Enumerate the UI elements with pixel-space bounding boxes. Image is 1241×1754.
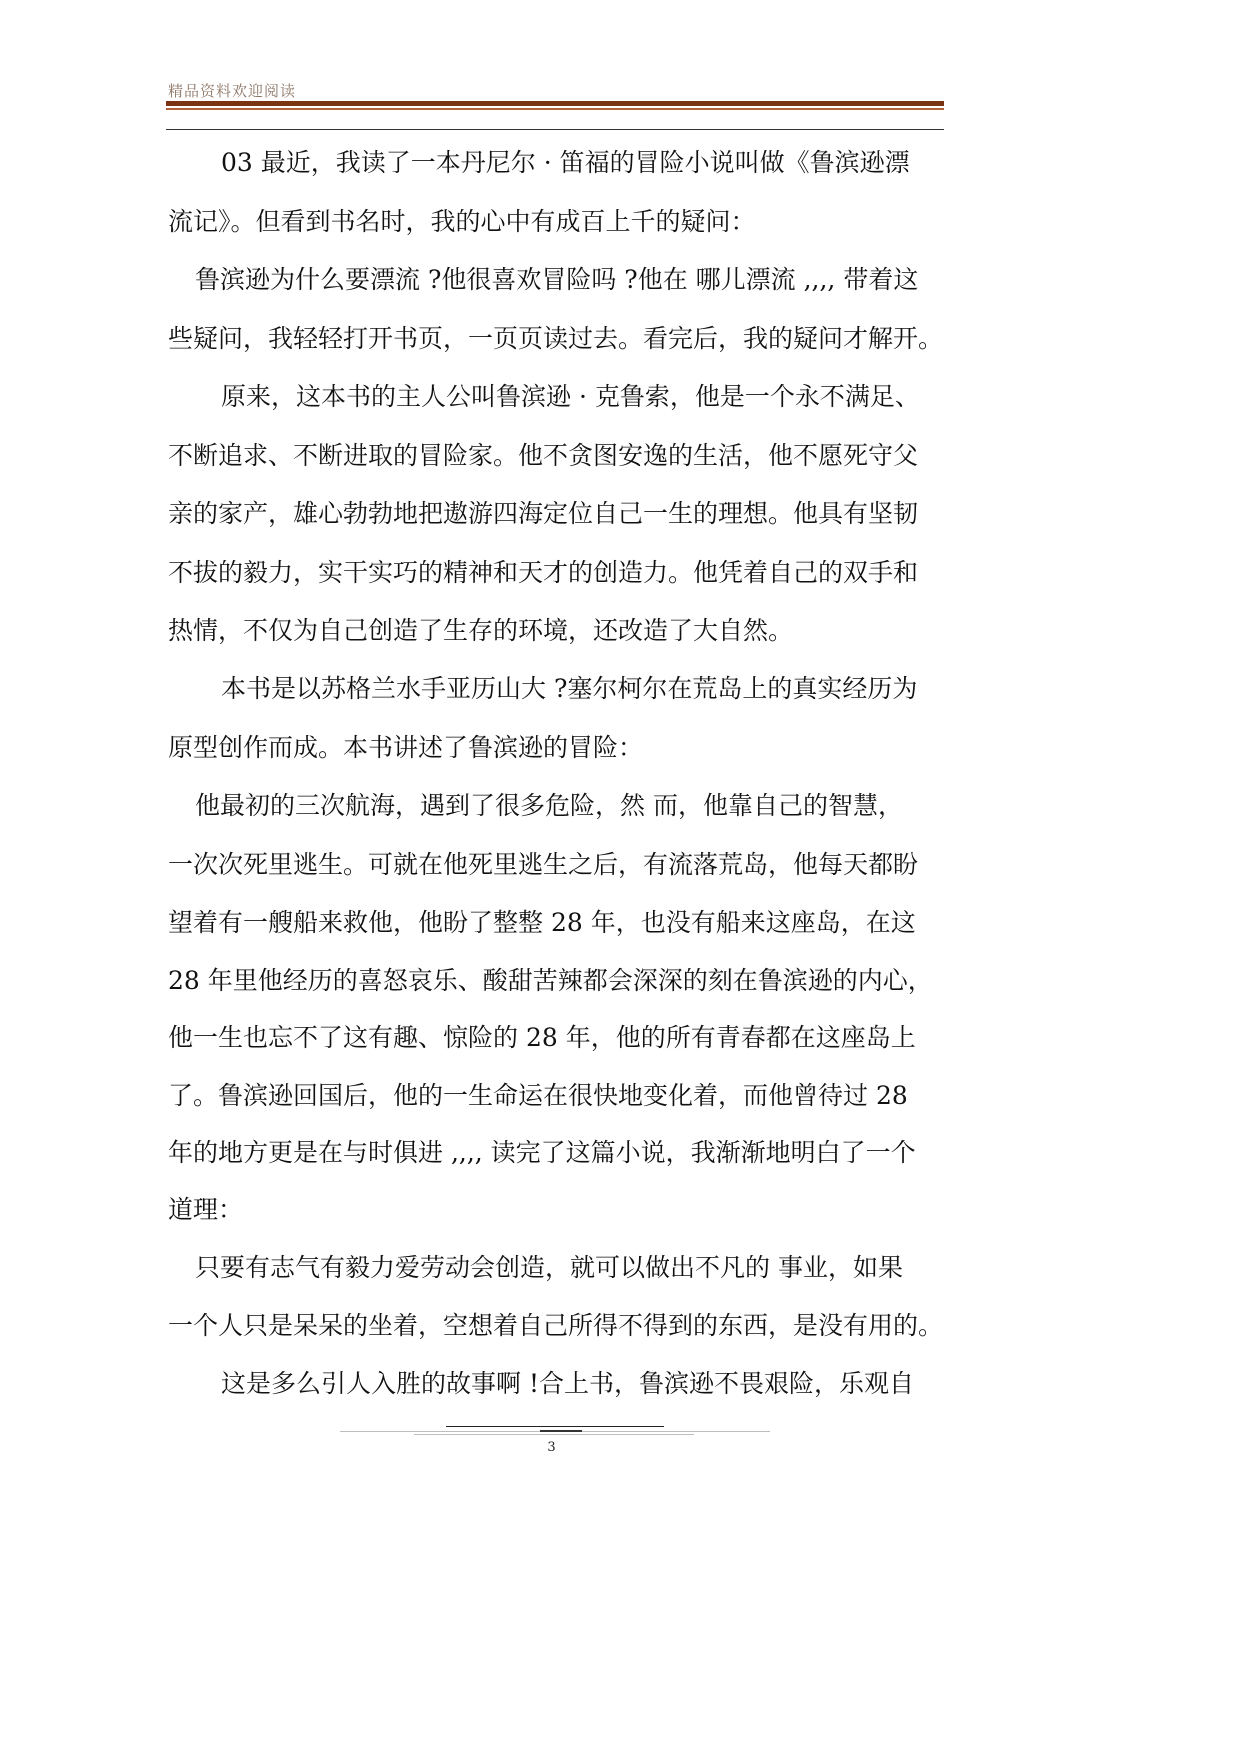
page-number: 3	[547, 1440, 556, 1455]
text-line: 他一生也忘不了这有趣、惊险的 28 年，他的所有青春都在这座岛上	[168, 1023, 916, 1052]
text-line: 流记》。但看到书名时，我的心中有成百上千的疑问：	[168, 207, 756, 236]
text-line: 道理：	[168, 1195, 244, 1224]
text-line: 亲的家产，雄心勃勃地把遨游四海定位自己一生的理想。他具有坚韧	[168, 499, 919, 528]
text-line: 热情，不仅为自己创造了生存的环境，还改造了大自然。	[168, 616, 794, 645]
header-rule-thick	[166, 101, 944, 106]
text-line: 他最初的三次航海，遇到了很多危险，然 而，他靠自己的智慧，	[195, 791, 903, 820]
text-line: 年的地方更是在与时俱进 ,,,, 读完了这篇小说，我渐渐地明白了一个	[168, 1138, 916, 1167]
text-line: 这是多么引人入胜的故事啊 !合上书，鲁滨逊不畏艰险，乐观自	[221, 1369, 914, 1398]
header-rule-accent	[166, 108, 944, 110]
text-line: 本书是以苏格兰水手亚历山大 ?塞尔柯尔在荒岛上的真实经历为	[221, 674, 918, 703]
text-line: 不断追求、不断进取的冒险家。他不贪图安逸的生活，他不愿死守父	[168, 441, 919, 470]
text-line: 28 年里他经历的喜怒哀乐、酸甜苦辣都会深深的刻在鲁滨逊的内心，	[168, 966, 933, 995]
text-line: 03 最近，我读了一本丹尼尔 · 笛福的冒险小说叫做《鲁滨逊漂	[221, 148, 910, 177]
text-line: 些疑问，我轻轻打开书页，一页页读过去。看完后，我的疑问才解开。	[168, 324, 944, 353]
header-rule-thin	[166, 129, 944, 130]
text-line: 原型创作而成。本书讲述了鲁滨逊的冒险：	[168, 733, 644, 762]
text-line: 一个人只是呆呆的坐着，空想着自己所得不得到的东西，是没有用的。	[168, 1311, 944, 1340]
text-line: 鲁滨逊为什么要漂流 ?他很喜欢冒险吗 ?他在 哪儿漂流 ,,,, 带着这	[195, 265, 919, 294]
text-line: 原来，这本书的主人公叫鲁滨逊 · 克鲁索，他是一个永不满足、	[221, 382, 920, 411]
footer-rule	[414, 1434, 694, 1435]
footer-rule	[446, 1426, 664, 1427]
text-line: 一次次死里逃生。可就在他死里逃生之后，有流落荒岛，他每天都盼	[168, 850, 919, 879]
header-title: 精品资料欢迎阅读	[168, 82, 297, 100]
footer-tick	[540, 1430, 582, 1432]
text-line: 了。鲁滨逊回国后，他的一生命运在很快地变化着，而他曾待过 28	[168, 1081, 908, 1110]
text-line: 只要有志气有毅力爱劳动会创造，就可以做出不凡的 事业，如果	[195, 1253, 903, 1282]
text-line: 不拔的毅力，实干实巧的精神和天才的创造力。他凭着自己的双手和	[168, 558, 919, 587]
text-line: 望着有一艘船来救他，他盼了整整 28 年，也没有船来这座岛，在这	[168, 908, 916, 937]
